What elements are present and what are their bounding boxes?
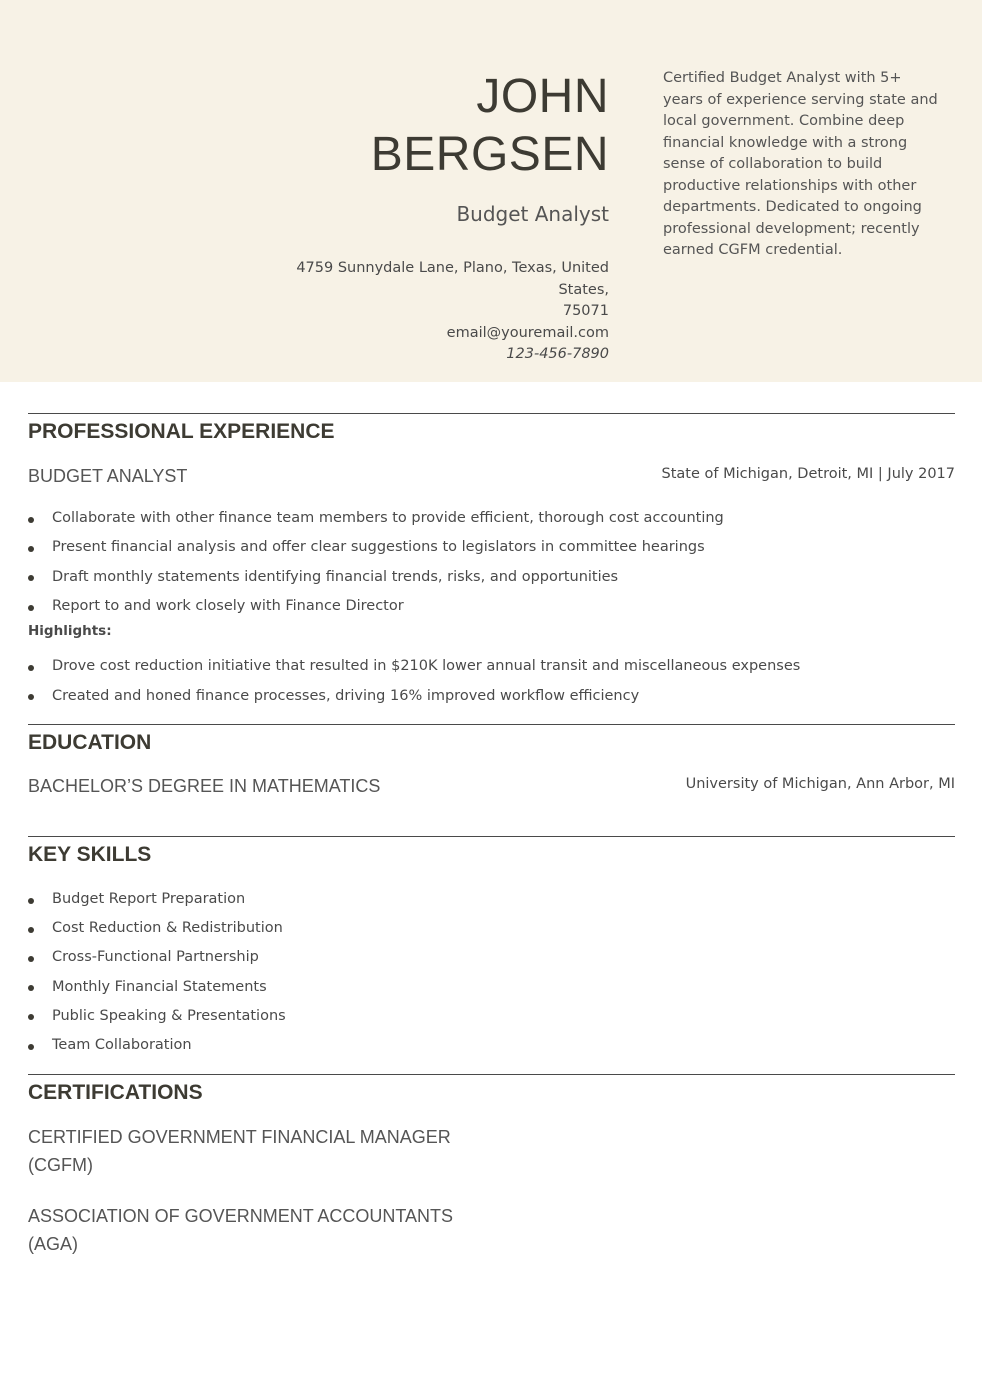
- experience-section: [28, 413, 955, 714]
- certification-item: [28, 1202, 488, 1258]
- skill-item-text: Team Collaboration: [52, 1036, 192, 1053]
- bullet-icon: [28, 1044, 34, 1050]
- certification-abbr: (CGFM): [28, 1155, 93, 1175]
- experience-bullet: [28, 592, 928, 621]
- skill-item: [28, 885, 928, 914]
- experience-bullets: [28, 504, 928, 621]
- skill-item: [28, 973, 928, 1002]
- education-section: [28, 724, 955, 835]
- skill-item: [28, 943, 928, 972]
- bullet-icon: [28, 575, 34, 581]
- experience-bullet: [28, 533, 928, 562]
- highlights-label: Highlights:: [28, 623, 112, 639]
- highlights-bullets: [28, 652, 928, 711]
- experience-bullet-text: Report to and work closely with Finance Director: [52, 597, 404, 614]
- experience-bullet: [28, 563, 928, 592]
- certification-item: [28, 1123, 488, 1179]
- skill-item: [28, 1002, 928, 1031]
- skill-item-text: Monthly Financial Statements: [52, 978, 267, 995]
- skill-item: [28, 914, 928, 943]
- degree: BACHELOR’S DEGREE IN MATHEMATICS: [28, 776, 381, 796]
- first-name: JOHN: [476, 70, 609, 123]
- skill-item-text: Public Speaking & Presentations: [52, 1007, 286, 1024]
- experience-meta: State of Michigan, Detroit, MI | July 2017: [661, 466, 955, 482]
- section-title-skills: KEY SKILLS: [28, 843, 152, 866]
- highlight-bullet: [28, 652, 928, 682]
- resume-header: [0, 0, 982, 382]
- experience-role: BUDGET ANALYST: [28, 466, 188, 486]
- section-title-certifications: CERTIFICATIONS: [28, 1081, 203, 1104]
- bullet-icon: [28, 517, 34, 523]
- bullet-icon: [28, 546, 34, 552]
- job-title: Budget Analyst: [456, 202, 609, 226]
- address-line-2: 75071: [562, 303, 609, 319]
- experience-bullet: [28, 504, 928, 533]
- experience-bullet-text: Draft monthly statements identifying financial trends, risks, and opportunities: [52, 568, 619, 585]
- contact-info: [249, 258, 609, 366]
- skills-section: [28, 836, 955, 1073]
- bullet-icon: [28, 605, 34, 611]
- certifications-section: [28, 1074, 955, 1275]
- profile-summary: Certified Budget Analyst with 5+ years of experience serving state and local government. Combine deep financial knowledge with a strong sense of collaboration to build productive relationships with other departments. Dedicated to ongoing professional development; recently earned CGFM credential.: [663, 70, 938, 258]
- bullet-icon: [28, 956, 34, 962]
- skill-item-text: Cost Reduction & Redistribution: [52, 920, 283, 937]
- candidate-name: [189, 68, 609, 184]
- school: University of Michigan, Ann Arbor, MI: [685, 776, 955, 792]
- certification-name: CERTIFIED GOVERNMENT FINANCIAL MANAGER: [28, 1127, 451, 1147]
- section-title-education: EDUCATION: [28, 731, 152, 754]
- skill-item: [28, 1031, 928, 1060]
- last-name: BERGSEN: [370, 128, 609, 181]
- phone[interactable]: 123-456-7890: [506, 346, 609, 362]
- address-line-1: 4759 Sunnydale Lane, Plano, Texas, United States,: [296, 260, 609, 298]
- bullet-icon: [28, 1014, 34, 1020]
- skill-item-text: Cross-Functional Partnership: [52, 949, 259, 966]
- highlight-bullet: [28, 682, 928, 712]
- email[interactable]: email@youremail.com: [446, 324, 609, 341]
- bullet-icon: [28, 985, 34, 991]
- bullet-icon: [28, 665, 34, 671]
- skills-list: [28, 885, 928, 1060]
- bullet-icon: [28, 694, 34, 700]
- skill-item-text: Budget Report Preparation: [52, 891, 246, 907]
- highlight-bullet-text: Drove cost reduction initiative that resulted in $210K lower annual transit and miscellaneous expenses: [52, 658, 801, 674]
- bullet-icon: [28, 927, 34, 933]
- bullet-icon: [28, 898, 34, 904]
- certification-name: ASSOCIATION OF GOVERNMENT ACCOUNTANTS: [28, 1206, 454, 1226]
- experience-bullet-text: Present financial analysis and offer clear suggestions to legislators in committee hearings: [52, 539, 705, 556]
- section-title-experience: PROFESSIONAL EXPERIENCE: [28, 420, 335, 443]
- highlight-bullet-text: Created and honed finance processes, driving 16% improved workflow efficiency: [52, 687, 640, 704]
- certification-abbr: (AGA): [28, 1234, 79, 1254]
- experience-bullet-text: Collaborate with other finance team members to provide efficient, thorough cost accounting: [52, 510, 724, 526]
